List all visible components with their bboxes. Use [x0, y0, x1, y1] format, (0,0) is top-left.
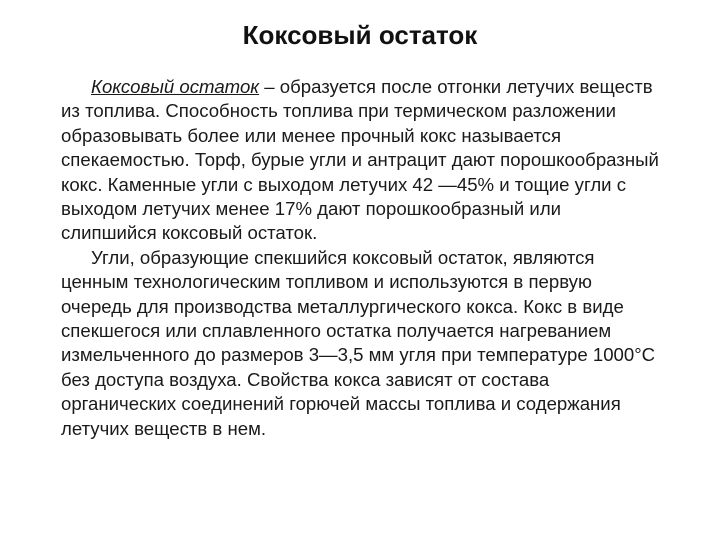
- paragraph-2-text: Угли, образующие спекшийся коксовый остаток, являются ценным технологическим топливом и используются в первую очередь для производства металлургического кокса. Кокс в виде спекшегося или сплавленного остатка получается нагреванием измельченного до размеров 3—3,5 мм угля при температуре 1000°С без доступа воздуха. Свойства кокса зависят от состава органических соединений горючей массы топлива и содержания летучих веществ в нем.: [61, 246, 656, 439]
- paragraph-1: [61, 75, 661, 246]
- paragraph-2: [61, 246, 661, 441]
- paragraph-1-text: – образуется после отгонки летучих веществ из топлива. Способность топлива при термическом разложении образовывать более или менее прочный кокс называется спекаемостью. Торф, бурые угли и антрацит дают порошкообразный кокс. Каменные угли с выходом летучих 42 —45% и тощие угли с выходом летучих менее 17% дают порошкообразный или слипшийся коксовый остаток.: [61, 76, 659, 244]
- slide-body: [61, 75, 661, 441]
- defined-term: Коксовый остаток: [91, 76, 260, 97]
- slide-title: Коксовый остаток: [242, 20, 478, 50]
